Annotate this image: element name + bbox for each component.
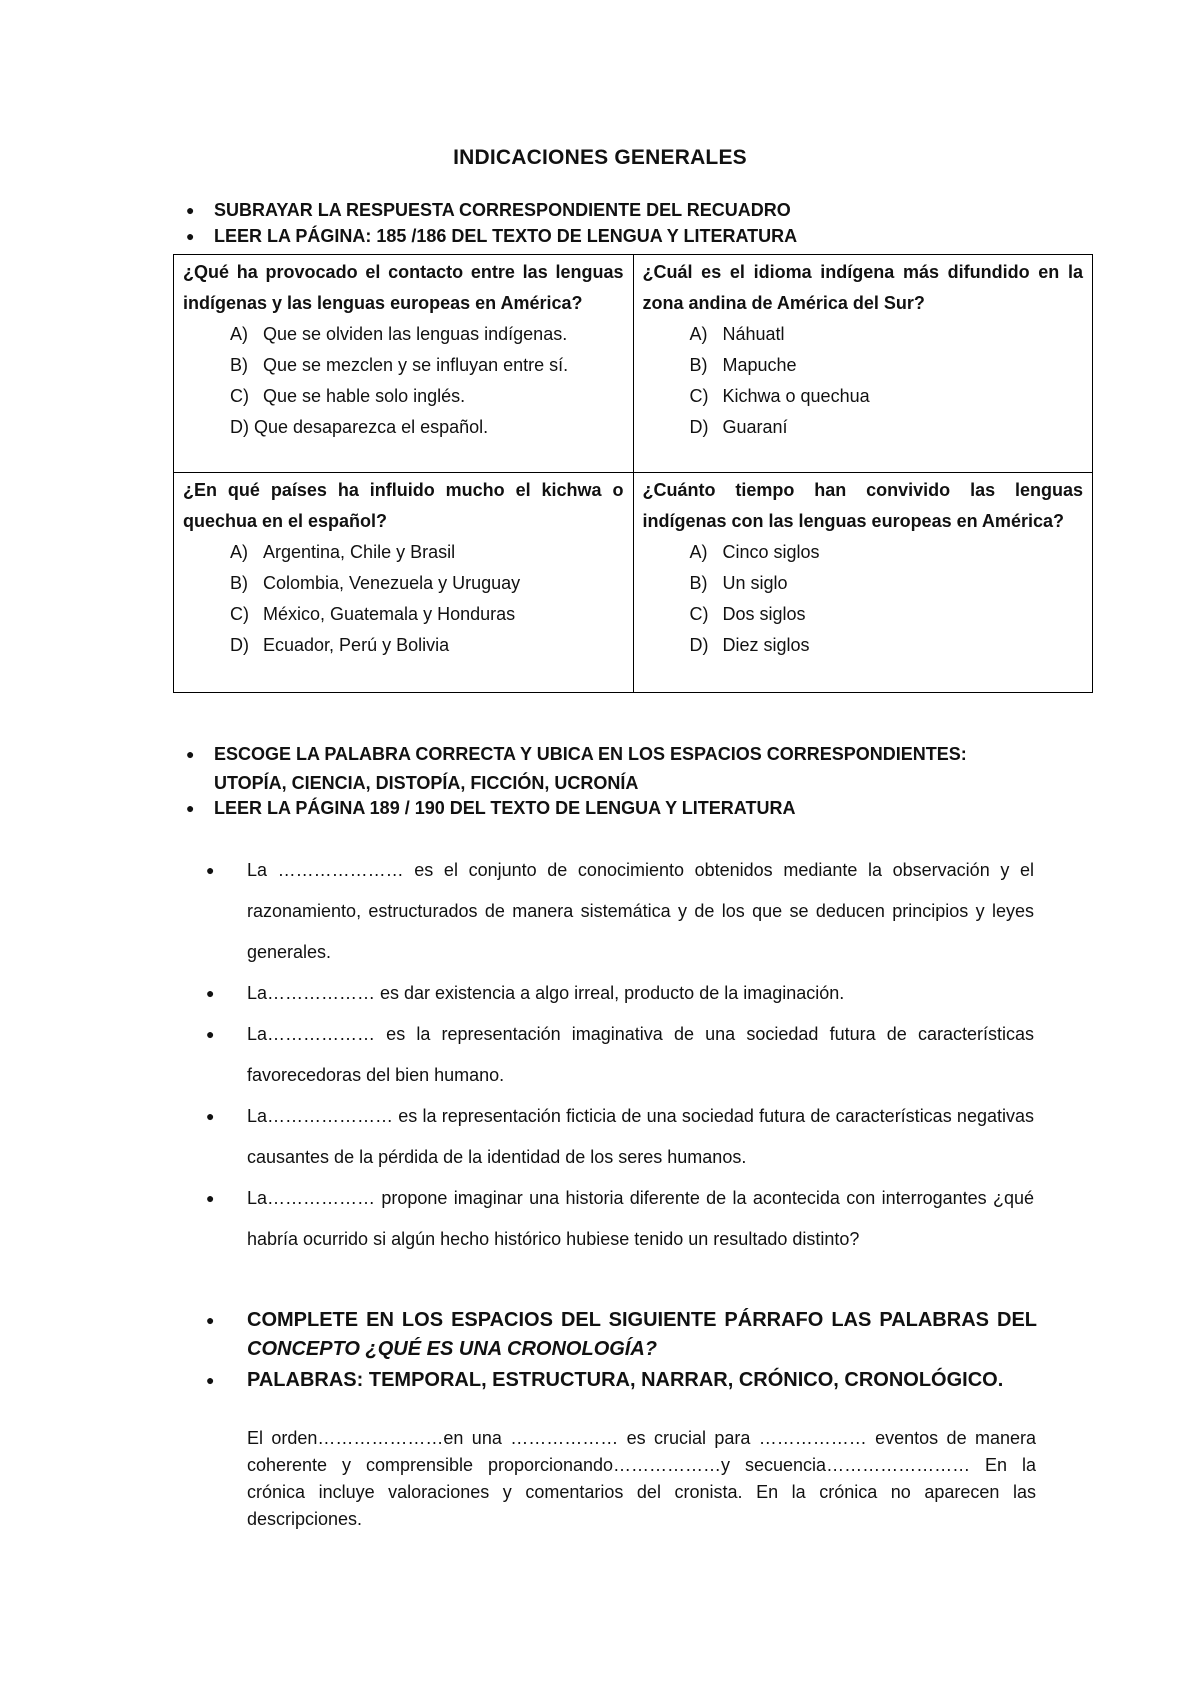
option-item	[643, 350, 1084, 381]
bullet-icon: ●	[206, 1312, 215, 1328]
bullet-icon: ●	[206, 985, 215, 1001]
bullet-icon: ●	[206, 862, 215, 878]
option-item	[643, 630, 1084, 661]
instruction-text: COMPLETE EN LOS ESPACIOS DEL SIGUIENTE PÁRRAFO LAS PALABRAS DEL	[247, 1309, 1037, 1331]
option-text: Ecuador, Perú y Bolivia	[263, 635, 450, 655]
option-letter: D)	[689, 635, 709, 655]
cloze-paragraph: El orden…………………en una ……………… es crucial para ……………… eventos de manera coherente y comprensible proporcionando………………y secuencia…………………… En la crónica incluye valoraciones y comentarios del cronista. En la crónica no aparecen las descripciones.	[247, 1428, 1036, 1529]
option-item	[183, 319, 624, 350]
option-letter: C)	[689, 386, 709, 406]
instruction-item	[186, 198, 791, 222]
option-item	[643, 412, 1084, 443]
instruction-item	[186, 224, 798, 248]
table-row	[174, 473, 1093, 693]
bullet-icon: ●	[186, 800, 195, 816]
option-text: Diez siglos	[722, 635, 810, 655]
option-item	[643, 319, 1084, 350]
question-cell	[633, 473, 1093, 693]
option-item	[643, 599, 1084, 630]
instruction-item	[206, 1366, 1037, 1395]
question-text: ¿Qué ha provocado el contacto entre las lenguas indígenas y las lenguas europeas en América?	[183, 262, 624, 313]
option-letter: A)	[230, 542, 248, 562]
instruction-italic-text: CONCEPTO ¿QUÉ ES UNA CRONOLOGÍA?	[247, 1338, 658, 1360]
option-text: Que se olviden las lenguas indígenas.	[263, 324, 568, 344]
bullet-icon: ●	[206, 1372, 215, 1388]
option-item	[643, 537, 1084, 568]
fill-in-text: La ………………… es el conjunto de conocimiento obtenidos mediante la observación y el razonamiento, estructurados de manera sistemática y de los que se deducen principios y leyes generales.	[247, 860, 1034, 962]
option-text: Cinco siglos	[722, 542, 820, 562]
option-item	[643, 568, 1084, 599]
bullet-icon: ●	[186, 228, 195, 244]
option-text: Kichwa o quechua	[722, 386, 870, 406]
bullet-icon: ●	[206, 1108, 215, 1124]
option-text: Mapuche	[722, 355, 797, 375]
bullet-icon: ●	[206, 1190, 215, 1206]
option-item: D) Que desaparezca el español.	[230, 417, 489, 437]
fill-in-text: La……………… es la representación imaginativa de una sociedad futura de características favorecedoras del bien humano.	[247, 1024, 1034, 1085]
option-letter: A)	[230, 324, 248, 344]
option-letter: A)	[689, 542, 708, 562]
fill-in-text: La………………… es la representación ficticia de una sociedad futura de características negativas causantes de la pérdida de la identidad de los seres humanos.	[247, 1106, 1034, 1167]
option-text: Que se mezclen y se influyan entre sí.	[263, 355, 569, 375]
table-row	[174, 255, 1093, 473]
option-letter: D)	[230, 635, 249, 655]
option-text: Colombia, Venezuela y Uruguay	[263, 573, 521, 593]
questions-table	[173, 254, 1093, 693]
instruction-item	[206, 1306, 1037, 1364]
fill-in-item	[206, 1096, 1034, 1178]
fill-in-text: La……………… es dar existencia a algo irreal, producto de la imaginación.	[247, 983, 845, 1003]
option-text: Náhuatl	[722, 324, 785, 344]
instruction-item	[186, 740, 1004, 798]
instruction-text: LEER LA PÁGINA: 185 /186 DEL TEXTO DE LENGUA Y LITERATURA	[214, 226, 798, 246]
instruction-text: LEER LA PÁGINA 189 / 190 DEL TEXTO DE LENGUA Y LITERATURA	[214, 798, 796, 818]
option-item	[643, 381, 1084, 412]
question-cell	[633, 255, 1093, 473]
option-item	[183, 630, 624, 661]
option-text: Un siglo	[722, 573, 788, 593]
fill-in-item	[206, 1014, 1034, 1096]
bullet-icon: ●	[186, 202, 195, 218]
fill-in-item	[206, 850, 1034, 973]
option-text: Guaraní	[722, 417, 788, 437]
fill-in-item	[206, 973, 1034, 1014]
question-cell	[174, 473, 634, 693]
option-letter: D)	[689, 417, 709, 437]
option-item	[183, 350, 624, 381]
option-letter: B)	[230, 355, 248, 375]
instruction-text: PALABRAS: TEMPORAL, ESTRUCTURA, NARRAR, CRÓNICO, CRONOLÓGICO.	[247, 1369, 1004, 1391]
question-text: ¿Cuánto tiempo han convivido las lenguas indígenas con las lenguas europeas en América?	[642, 480, 1083, 531]
option-letter: B)	[689, 573, 708, 593]
question-text: ¿Cuál es el idioma indígena más difundido en la zona andina de América del Sur?	[642, 262, 1083, 313]
option-item	[183, 537, 624, 568]
option-letter: C)	[689, 604, 709, 624]
fill-in-text: La……………… propone imaginar una historia diferente de la acontecida con interrogantes ¿qué habría ocurrido si algún hecho histórico hubiese tenido un resultado distinto?	[247, 1188, 1034, 1249]
question-cell	[174, 255, 634, 473]
option-letter: A)	[689, 324, 708, 344]
page-title: INDICACIONES GENERALES	[453, 146, 747, 169]
option-text: Dos siglos	[722, 604, 806, 624]
option-text: México, Guatemala y Honduras	[263, 604, 516, 624]
question-text: ¿En qué países ha influido mucho el kichwa o quechua en el español?	[183, 480, 624, 531]
option-letter: C)	[230, 386, 249, 406]
option-letter: C)	[230, 604, 249, 624]
instruction-text: ESCOGE LA PALABRA CORRECTA Y UBICA EN LOS ESPACIOS CORRESPONDIENTES: UTOPÍA, CIENCIA, DISTOPÍA, FICCIÓN, UCRONÍA	[214, 744, 967, 793]
option-item	[183, 381, 624, 412]
fill-in-item	[206, 1178, 1034, 1260]
instruction-text: SUBRAYAR LA RESPUESTA CORRESPONDIENTE DEL RECUADRO	[214, 200, 791, 220]
bullet-icon: ●	[186, 746, 195, 762]
bullet-icon: ●	[206, 1026, 215, 1042]
option-text: Argentina, Chile y Brasil	[263, 542, 456, 562]
option-item	[183, 599, 624, 630]
option-item	[183, 568, 624, 599]
option-text: Que se hable solo inglés.	[263, 386, 466, 406]
option-letter: B)	[689, 355, 708, 375]
instruction-item	[186, 796, 796, 820]
option-letter: B)	[230, 573, 248, 593]
